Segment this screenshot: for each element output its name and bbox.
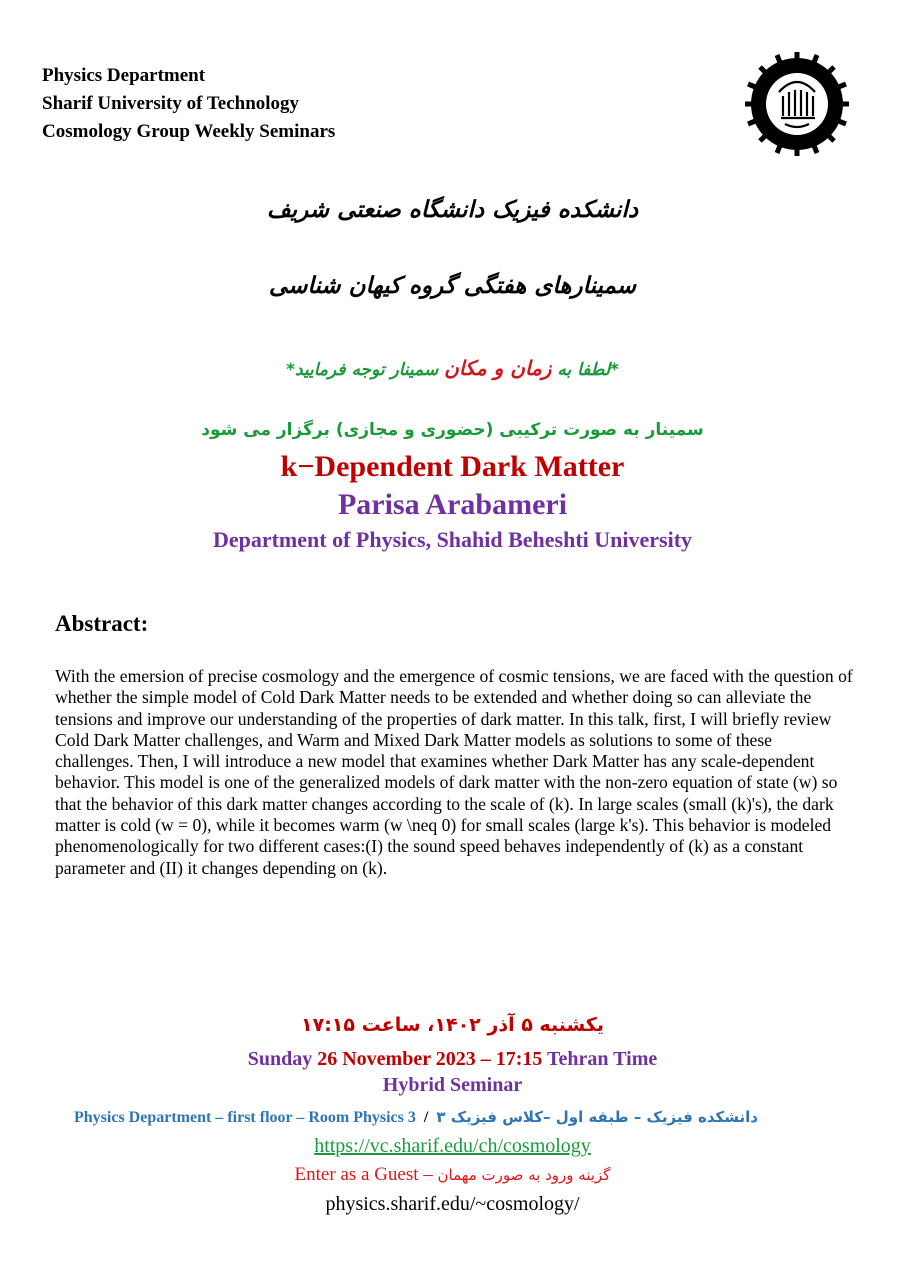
- notice-part2: زمان و مکان: [444, 356, 552, 380]
- timezone-en: Tehran Time: [542, 1048, 658, 1070]
- location-fa: دانشکده فیزیک – طبقه اول –کلاس فیزیک ۳: [436, 1108, 759, 1126]
- persian-title-line1: دانشکده فیزیک دانشگاه صنعتی شریف: [266, 196, 639, 223]
- speaker-name: Parisa Arabameri: [337, 488, 568, 521]
- talk-title: k−Dependent Dark Matter: [280, 450, 625, 483]
- online-session-link[interactable]: https://vc.sharif.edu/ch/cosmology: [314, 1135, 591, 1157]
- hybrid-notice-fa: سمینار به صورت ترکیبی (حضوری و مجازی) برگزار می شود: [201, 420, 704, 440]
- location-separator: /: [423, 1109, 429, 1126]
- organizer-header: [42, 62, 335, 146]
- notice-part1: *لطفا به: [551, 360, 619, 380]
- guest-fa: گزینه ورود به صورت مهمان: [437, 1166, 611, 1184]
- date-time-en: 26 November 2023 – 17:15: [317, 1048, 543, 1070]
- guest-en: Enter as a Guest –: [294, 1164, 438, 1185]
- time-place-notice: [0, 356, 905, 380]
- persian-title-line2: سمینارهای هفتگی گروه کیهان شناسی: [268, 272, 637, 299]
- guest-instruction: [0, 1164, 905, 1186]
- day-en: Sunday: [247, 1048, 318, 1070]
- seminar-series-name: Cosmology Group Weekly Seminars: [42, 121, 336, 142]
- notice-part3: سمینار توجه فرمایید*: [286, 360, 445, 380]
- date-fa: یکشنبه ۵ آذر ۱۴۰۲، ساعت ۱۷:۱۵: [301, 1014, 604, 1036]
- speaker-affiliation: Department of Physics, Shahid Beheshti University: [212, 527, 693, 552]
- location: [74, 1108, 758, 1127]
- sharif-university-emblem-icon: [745, 52, 849, 156]
- website-link[interactable]: physics.sharif.edu/~cosmology/: [325, 1193, 580, 1215]
- university-name: Sharif University of Technology: [42, 93, 300, 114]
- location-en: Physics Department – first floor – Room Physics 3: [74, 1109, 416, 1126]
- department-name: Physics Department: [42, 65, 206, 86]
- date-en: [0, 1048, 905, 1071]
- seminar-format: Hybrid Seminar: [382, 1074, 523, 1096]
- abstract-body: With the emersion of precise cosmology and the emergence of cosmic tensions, we are faced with the question of whether the simple model of Cold Dark Matter needs to be extended and whether doing so can alleviate the tensions and improve our understanding of the properties of dark matter. In this talk, first, I will briefly review Cold Dark Matter challenges, and Warm and Mixed Dark Matter models as solutions to some of these challenges. Then, I will introduce a new model that examines whether Dark Matter has any scale-dependent behavior. This model is one of the generalized models of dark matter with the non-zero equation of state (w) so that the behavior of this dark matter changes according to the scale of (k). In large scales (small (k)'s), the dark matter is cold (w = 0), while it becomes warm (w \neq 0) for small scales (large k's). This behavior is modeled phenomenologically for two different cases:(I) the sound speed behaves independently of (k) as a constant parameter and (II) it changes depending on (k).: [55, 666, 853, 878]
- abstract-heading: Abstract:: [55, 611, 149, 636]
